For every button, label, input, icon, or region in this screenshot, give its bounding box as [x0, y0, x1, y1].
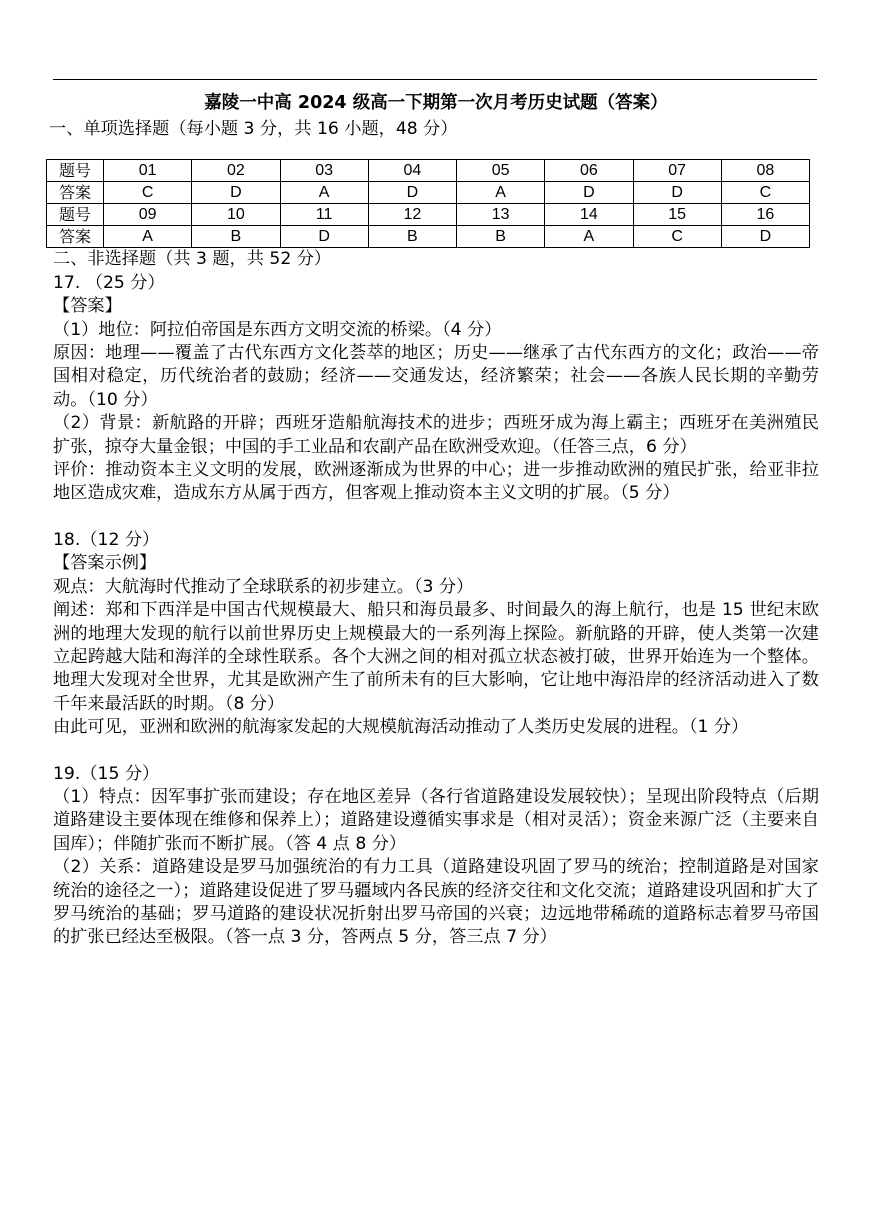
table-row	[47, 182, 810, 204]
question-number: 08	[721, 160, 809, 182]
question-number: 06	[545, 160, 633, 182]
label-answer: 答案	[47, 182, 104, 204]
section-2-heading: 二、非选择题（共 3 题，共 52 分）	[53, 249, 332, 270]
question-number: 07	[633, 160, 721, 182]
table-row	[47, 204, 810, 226]
answer-sheet	[49, 88, 819, 950]
answer-cell: D	[368, 182, 456, 204]
answer-cell: A	[280, 182, 368, 204]
label-number: 题号	[47, 204, 104, 226]
question-number: 02	[192, 160, 280, 182]
answer-cell: D	[545, 182, 633, 204]
answer-cell: B	[192, 226, 280, 248]
answer-cell: D	[633, 182, 721, 204]
question-number: 12	[368, 204, 456, 226]
answer-cell: A	[104, 226, 192, 248]
page-title: 嘉陵一中高 2024 级高一下期第一次月考历史试题（答案）	[204, 93, 668, 113]
q18-viewpoint: 观点：大航海时代推动了全球联系的初步建立。（3 分）	[53, 576, 474, 597]
question-number: 14	[545, 204, 633, 226]
question-number: 15	[633, 204, 721, 226]
answer-cell: C	[104, 182, 192, 204]
answer-cell: D	[192, 182, 280, 204]
question-number: 11	[280, 204, 368, 226]
q19-part2: （2）关系：道路建设是罗马加强统治的有力工具（道路建设巩固了罗马的统治；控制道路是对国家统治的途径之一）；道路建设促进了罗马疆域内各民族的经济交往和文化交流；道路建设巩固和扩大了罗马统治的基础；罗马道路的建设状况折射出罗马帝国的兴衰；边远地带稀疏的道路标志着罗马帝国的扩张已经达至极限。（答一点 3 分，答两点 5 分，答三点 7 分）	[53, 857, 819, 948]
answer-table	[46, 159, 810, 248]
answer-cell: B	[457, 226, 545, 248]
question-number: 09	[104, 204, 192, 226]
answer-cell: C	[721, 182, 809, 204]
q18-header: 18.（12 分）	[53, 529, 160, 550]
q18-conclusion: 由此可见，亚洲和欧洲的航海家发起的大规模航海活动推动了人类历史发展的进程。（1 分）	[53, 717, 749, 738]
question-number: 13	[457, 204, 545, 226]
table-row	[47, 226, 810, 248]
table-row	[47, 160, 810, 182]
answer-cell: C	[633, 226, 721, 248]
q17-header: 17. （25 分）	[53, 272, 165, 293]
q18-elaboration: 阐述：郑和下西洋是中国古代规模最大、船只和海员最多、时间最久的海上航行，也是 15 世纪末欧洲的地理大发现的航行以前世界历史上规模最大的一系列海上探险。新航路的开辟，使人类第一次建立起跨越大陆和海洋的全球性联系。各个大洲之间的相对孤立状态被打破，世界开始连为一个整体。地理大发现对全世界，尤其是欧洲产生了前所未有的巨大影响，它让地中海沿岸的经济活动进入了数千年来最活跃的时期。（8 分）	[53, 600, 819, 714]
answer-cell: D	[721, 226, 809, 248]
question-number: 05	[457, 160, 545, 182]
label-number: 题号	[47, 160, 104, 182]
q17-part2-background: （2）背景：新航路的开辟；西班牙造船航海技术的进步；西班牙成为海上霸主；西班牙在美洲殖民扩张，掠夺大量金银；中国的手工业品和农副产品在欧洲受欢迎。（任答三点，6 分）	[53, 413, 819, 457]
question-number: 10	[192, 204, 280, 226]
answer-cell: D	[280, 226, 368, 248]
q17-reasons: 原因：地理——覆盖了古代东西方文化荟萃的地区；历史——继承了古代东西方的文化；政治——帝国相对稳定，历代统治者的鼓励；经济——交通发达，经济繁荣；社会——各族人民长期的辛勤劳动。（10 分）	[53, 343, 819, 410]
question-number: 04	[368, 160, 456, 182]
answer-cell: A	[457, 182, 545, 204]
question-number: 01	[104, 160, 192, 182]
answer-cell: B	[368, 226, 456, 248]
answer-cell: A	[545, 226, 633, 248]
section-1-heading: 一、单项选择题（每小题 3 分，共 16 小题，48 分）	[49, 119, 458, 139]
q19-header: 19.（15 分）	[53, 763, 160, 784]
question-number: 16	[721, 204, 809, 226]
header-rule	[53, 79, 817, 80]
q19-part1: （1）特点：因军事扩张而建设；存在地区差异（各行省道路建设发展较快）；呈现出阶段特点（后期道路建设主要体现在维修和保养上）；道路建设遵循实事求是（相对灵活）；资金来源广泛（主要来自国库）；伴随扩张而不断扩展。（答 4 点 8 分）	[53, 786, 819, 854]
q18-answer-label: 【答案示例】	[53, 553, 157, 574]
q17-answer-label: 【答案】	[53, 296, 122, 317]
q17-evaluation: 评价：推动资本主义文明的发展，欧洲逐渐成为世界的中心；进一步推动欧洲的殖民扩张，给亚非拉地区造成灾难，造成东方从属于西方，但客观上推动资本主义文明的扩展。（5 分）	[53, 460, 819, 504]
q17-part1: （1）地位：阿拉伯帝国是东西方文明交流的桥梁。（4 分）	[53, 319, 502, 340]
question-number: 03	[280, 160, 368, 182]
label-answer: 答案	[47, 226, 104, 248]
